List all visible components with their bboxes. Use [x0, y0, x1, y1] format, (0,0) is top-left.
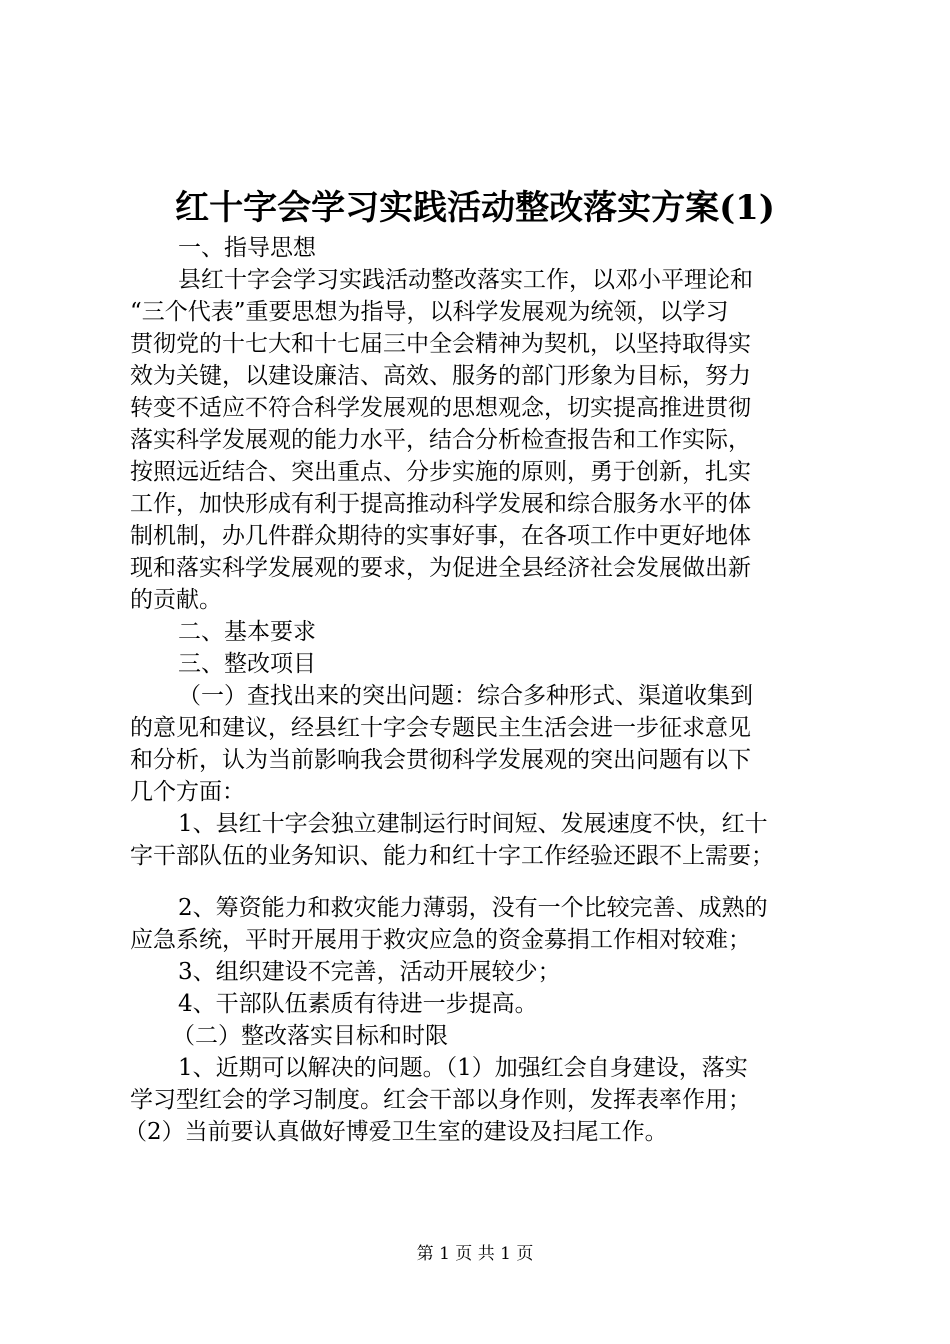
list-item: 1、县红十字会独立建制运行时间短、发展速度不快，红十: [178, 811, 768, 837]
paragraph-line: 的贡献。: [130, 587, 222, 613]
list-item: 3、组织建设不完善，活动开展较少；: [178, 959, 561, 985]
paragraph-line: （2）当前要认真做好博爱卫生室的建设及扫尾工作。: [124, 1119, 668, 1145]
heading-basic-requirements: 二、基本要求: [178, 619, 316, 645]
paragraph-line: 制机制，办几件群众期待的实事好事，在各项工作中更好地体: [130, 523, 751, 549]
list-item: 2、筹资能力和救灾能力薄弱，没有一个比较完善、成熟的: [178, 895, 768, 921]
paragraph-line: 和分析，认为当前影响我会贯彻科学发展观的突出问题有以下: [130, 747, 751, 773]
paragraph-line: 学习型红会的学习制度。红会干部以身作则，发挥表率作用；: [130, 1087, 751, 1113]
heading-rectification-items: 三、整改项目: [178, 651, 316, 677]
list-item: 字干部队伍的业务知识、能力和红十字工作经验还跟不上需要；: [130, 843, 774, 869]
paragraph-line: 几个方面：: [130, 779, 245, 805]
paragraph-line: 县红十字会学习实践活动整改落实工作，以邓小平理论和: [178, 267, 753, 293]
paragraph-line: 1、近期可以解决的问题。（1）加强红会自身建设，落实: [178, 1055, 748, 1081]
document-title: 红十字会学习实践活动整改落实方案(1): [175, 188, 775, 228]
paragraph-line: 贯彻党的十七大和十七届三中全会精神为契机，以坚持取得实: [130, 331, 751, 357]
list-item: 应急系统，平时开展用于救灾应急的资金募捐工作相对较难；: [130, 927, 751, 953]
heading-targets-deadlines: （二）整改落实目标和时限: [172, 1023, 448, 1049]
paragraph-line: 的意见和建议，经县红十字会专题民主生活会进一步征求意见: [130, 715, 751, 741]
page-footer: 第 1 页 共 1 页: [416, 1244, 534, 1264]
heading-guiding-thought: 一、指导思想: [178, 235, 316, 261]
paragraph-line: “三个代表”重要思想为指导，以科学发展观为统领，以学习: [130, 299, 729, 325]
paragraph-line: （一）查找出来的突出问题：综合多种形式、渠道收集到: [178, 683, 753, 709]
paragraph-line: 落实科学发展观的能力水平，结合分析检查报告和工作实际，: [130, 427, 751, 453]
list-item: 4、干部队伍素质有待进一步提高。: [178, 991, 538, 1017]
paragraph-line: 现和落实科学发展观的要求，为促进全县经济社会发展做出新: [130, 555, 751, 581]
paragraph-line: 效为关键，以建设廉洁、高效、服务的部门形象为目标，努力: [130, 363, 751, 389]
paragraph-line: 按照远近结合、突出重点、分步实施的原则，勇于创新，扎实: [130, 459, 751, 485]
paragraph-line: 工作，加快形成有利于提高推动科学发展和综合服务水平的体: [130, 491, 751, 517]
paragraph-line: 转变不适应不符合科学发展观的思想观念，切实提高推进贯彻: [130, 395, 751, 421]
